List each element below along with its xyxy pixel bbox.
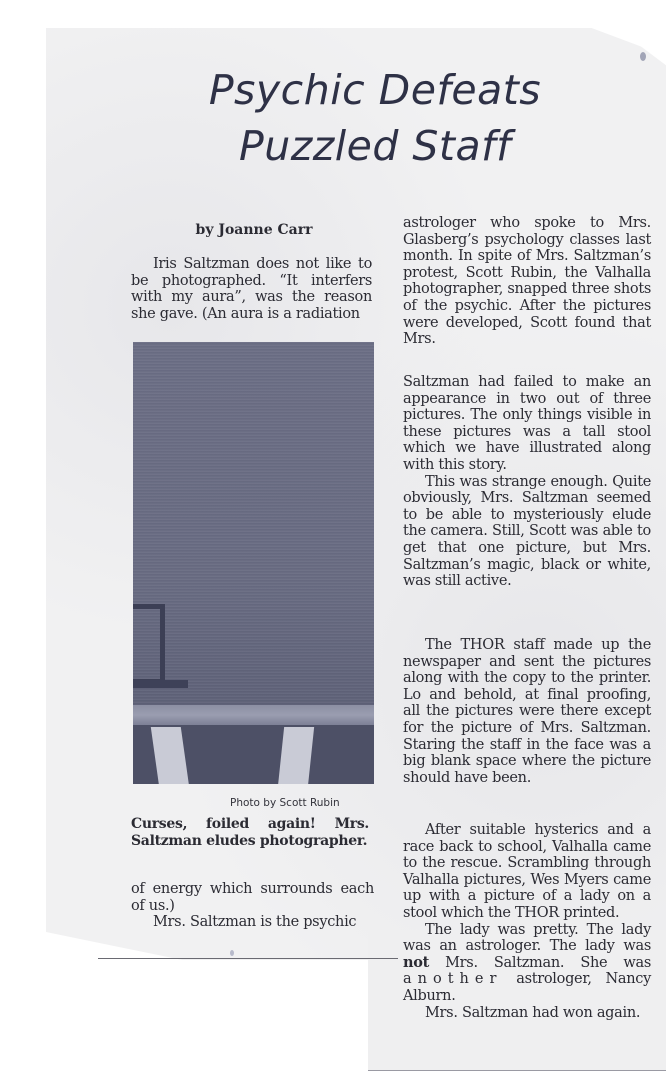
paragraph: of energy which surrounds each of us.)	[131, 881, 374, 914]
right-column-middle	[403, 374, 651, 590]
left-column-bottom	[131, 881, 374, 931]
emphasis-another: another	[403, 971, 503, 988]
photo-caption: Curses, foiled again! Mrs. Saltzman eludes photographer.	[131, 816, 369, 849]
headline-line-1: Psychic Defeats	[208, 66, 542, 114]
byline: by Joanne Carr	[195, 222, 313, 238]
paragraph: astrologer who spoke to Mrs. Glasberg’s psychology classes last month. In spite of Mrs. Saltzman’s protest, Scott Rubin, the Valhalla photographer, snapped three shots of the psychic. After the pictures were developed, Scott found that Mrs.	[403, 215, 651, 348]
ink-speck	[640, 52, 646, 61]
stool-leg	[278, 727, 314, 784]
headline-line-2: Puzzled Staff	[238, 122, 512, 170]
ink-speck	[230, 950, 234, 956]
emphasis-not: not	[403, 953, 430, 971]
headline	[150, 62, 600, 174]
paragraph: Mrs. Saltzman had won again.	[425, 1004, 641, 1021]
paragraph: The THOR staff made up the newspaper and sent the pictures along with the copy to the printer. Lo and behold, at final proofing, all the pictures were there except for the picture of Mrs. Saltzman. Staring the staff in the face was a big blank space where the picture should have been.	[403, 637, 651, 786]
paragraph: This was strange enough. Quite obviously, Mrs. Saltzman seemed to be able to mysteriously elude the camera. Still, Scott was able to get that one picture, but Mrs. Saltzman’s magic, black or white, was still active.	[403, 473, 651, 590]
chair-back	[133, 604, 165, 684]
paragraph: Iris Saltzman does not like to be photographed. “It interfers with my aura”, was the reason she gave. (An aura is a radiation	[131, 256, 372, 322]
stool-photo	[133, 342, 374, 784]
right-column-top	[403, 215, 651, 348]
chair-seat	[133, 680, 188, 688]
paragraph: The lady was pretty. The lady was an astrologer. The lady was not Mrs. Saltzman. She was another astrologer, Nancy Alburn.	[403, 921, 651, 1004]
paragraph: Saltzman had failed to make an appearance in two out of three pictures. The only things visible in these pictures was a tall stool which we have illustrated along with this story.	[403, 374, 651, 473]
left-column-top	[131, 256, 372, 322]
clipping-cut-edge	[98, 958, 398, 959]
right-column-bottom	[403, 822, 651, 1021]
photo-credit: Photo by Scott Rubin	[230, 797, 340, 809]
right-column-lower	[403, 637, 651, 786]
paragraph: After suitable hysterics and a race back to school, Valhalla came to the rescue. Scrambling through Valhalla pictures, Wes Myers came up with a picture of a lady on a stool which the THOR printed.	[403, 822, 651, 921]
stool-seat	[133, 705, 374, 725]
paragraph: Mrs. Saltzman is the psychic	[153, 914, 357, 931]
